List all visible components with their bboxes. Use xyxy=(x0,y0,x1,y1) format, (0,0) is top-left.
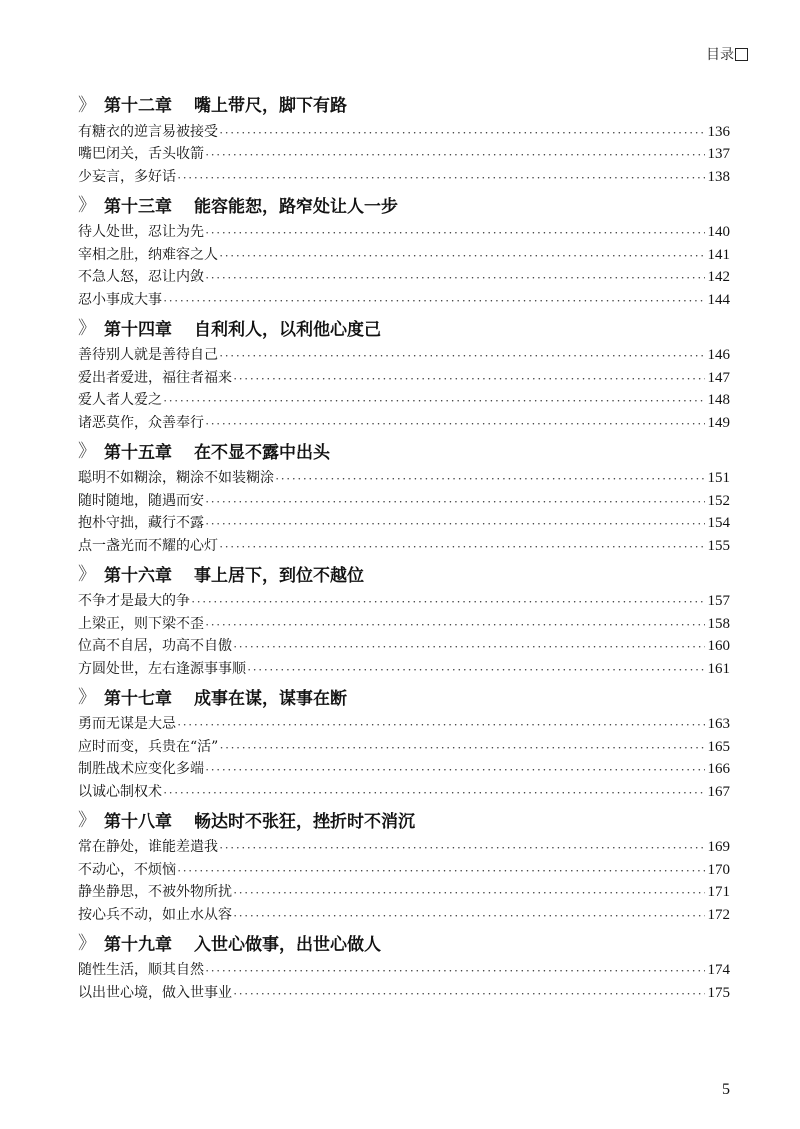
chapter-title: 畅达时不张狂，挫折时不消沉 xyxy=(194,811,415,832)
chapter-number: 第十四章 xyxy=(104,319,172,340)
dot-leader xyxy=(205,146,705,163)
toc-entry[interactable] xyxy=(78,118,730,141)
toc-entry[interactable] xyxy=(78,219,730,242)
chapter-section xyxy=(78,928,730,1002)
entry-title: 上梁正，则下梁不歪 xyxy=(78,615,204,632)
chapter-title: 嘴上带尺，脚下有路 xyxy=(194,96,347,116)
dot-leader xyxy=(177,716,705,733)
entry-title: 随性生活，顺其自然 xyxy=(78,962,204,978)
entry-page-number: 147 xyxy=(707,369,730,386)
chevron-double-right-icon: 》 xyxy=(78,94,96,116)
entry-title: 制胜战术应变化多端 xyxy=(78,761,204,777)
chevron-double-right-icon: 》 xyxy=(78,810,96,831)
page-number: 5 xyxy=(722,1081,730,1098)
entry-title: 位高不自居，功高不自傲 xyxy=(78,638,232,654)
entry-title: 有糖衣的逆言易被接受 xyxy=(78,123,218,140)
entry-title: 少妄言，多好话 xyxy=(78,168,176,185)
toc-entry[interactable] xyxy=(78,733,730,756)
entry-page-number: 138 xyxy=(707,168,730,185)
toc-entry[interactable] xyxy=(78,487,730,510)
chapter-title: 事上居下，到位不越位 xyxy=(194,565,364,586)
toc-entry[interactable] xyxy=(78,163,730,186)
entry-page-number: 166 xyxy=(707,761,730,777)
entry-page-number: 151 xyxy=(707,470,730,486)
entry-title: 按心兵不动，如止水从容 xyxy=(78,906,232,923)
chapter-section xyxy=(78,436,730,555)
entry-title: 应时而变，兵贵在“活” xyxy=(78,738,219,755)
entry-title: 待人处世，忍让为先 xyxy=(78,224,204,240)
entry-page-number: 146 xyxy=(707,347,730,363)
dot-leader xyxy=(247,661,705,678)
chapter-heading[interactable] xyxy=(78,682,730,711)
chevron-double-right-icon: 》 xyxy=(78,441,96,462)
chapter-heading[interactable] xyxy=(78,805,730,834)
dot-leader xyxy=(177,169,705,186)
toc-entry[interactable] xyxy=(78,387,730,410)
toc-entry[interactable] xyxy=(78,141,730,164)
entry-page-number: 142 xyxy=(707,269,730,285)
chapter-section xyxy=(78,805,730,924)
toc-entry[interactable] xyxy=(78,957,730,980)
entry-title: 勇而无谋是大忌 xyxy=(78,716,176,732)
dot-leader xyxy=(219,839,705,856)
chapter-heading[interactable] xyxy=(78,928,730,957)
dot-leader xyxy=(205,515,705,532)
entry-title: 静坐静思，不被外物所扰 xyxy=(78,884,232,900)
square-box-icon xyxy=(735,48,748,61)
dot-leader xyxy=(205,761,705,778)
dot-leader xyxy=(205,493,705,510)
toc-entry[interactable] xyxy=(78,264,730,287)
chevron-double-right-icon: 》 xyxy=(78,195,96,216)
toc-entry[interactable] xyxy=(78,856,730,879)
chapter-number: 第十二章 xyxy=(104,96,172,116)
toc-entry[interactable] xyxy=(78,532,730,555)
entry-page-number: 136 xyxy=(707,123,730,140)
chapter-number: 第十三章 xyxy=(104,196,172,217)
entry-title: 以出世心境，做入世事业 xyxy=(78,984,232,1001)
dot-leader xyxy=(219,538,705,555)
entry-page-number: 163 xyxy=(707,716,730,732)
entry-title: 善待别人就是善待自己 xyxy=(78,347,218,363)
entry-page-number: 140 xyxy=(707,224,730,240)
chapter-title: 能容能恕，路窄处让人一步 xyxy=(194,196,398,217)
chapter-section xyxy=(78,190,730,309)
entry-page-number: 155 xyxy=(707,537,730,554)
entry-title: 爱人者人爱之 xyxy=(78,392,162,408)
chevron-double-right-icon: 》 xyxy=(78,933,96,954)
toc-entry[interactable] xyxy=(78,655,730,678)
chapter-heading[interactable] xyxy=(78,190,730,219)
dot-leader xyxy=(205,269,705,286)
chapter-section xyxy=(78,89,730,186)
dot-leader xyxy=(205,616,705,633)
entry-title: 爱出者爱进，福往者福来 xyxy=(78,369,232,386)
entry-title: 以诚心制权术 xyxy=(78,783,162,800)
entry-title: 随时随地，随遇而安 xyxy=(78,492,204,509)
entry-title: 嘴巴闭关，舌头收箭 xyxy=(78,146,204,162)
entry-page-number: 149 xyxy=(707,414,730,431)
chapter-title: 入世心做事，出世心做人 xyxy=(194,934,381,955)
header-title: 目录 xyxy=(706,47,734,63)
toc-entry[interactable] xyxy=(78,364,730,387)
entry-page-number: 152 xyxy=(707,492,730,509)
dot-leader xyxy=(177,862,705,879)
chevron-double-right-icon: 》 xyxy=(78,564,96,585)
chapter-heading[interactable] xyxy=(78,89,730,118)
entry-title: 聪明不如糊涂，糊涂不如装糊涂 xyxy=(78,470,274,486)
entry-page-number: 174 xyxy=(707,962,730,978)
chapter-heading[interactable] xyxy=(78,559,730,588)
dot-leader xyxy=(219,124,705,141)
dot-leader xyxy=(233,370,705,387)
entry-page-number: 144 xyxy=(707,291,730,308)
entry-page-number: 172 xyxy=(707,906,730,923)
toc-entry[interactable] xyxy=(78,901,730,924)
entry-page-number: 170 xyxy=(707,861,730,878)
toc-entry[interactable] xyxy=(78,756,730,779)
entry-page-number: 161 xyxy=(707,660,730,677)
toc-entry[interactable] xyxy=(78,588,730,611)
entry-page-number: 165 xyxy=(707,738,730,755)
entry-title: 宰相之肚，纳难容之人 xyxy=(78,246,218,263)
chapter-heading[interactable] xyxy=(78,436,730,465)
chapter-title: 成事在谋，谋事在断 xyxy=(194,688,347,709)
dot-leader xyxy=(163,784,705,801)
toc-entry[interactable] xyxy=(78,633,730,656)
entry-page-number: 175 xyxy=(707,984,730,1001)
entry-title: 不动心，不烦恼 xyxy=(78,861,176,878)
chapter-title: 在不显不露中出头 xyxy=(194,442,330,463)
chapter-heading[interactable] xyxy=(78,313,730,342)
entry-title: 常在静处，谁能差遣我 xyxy=(78,839,218,855)
dot-leader xyxy=(275,470,705,487)
dot-leader xyxy=(205,415,705,432)
toc-entry[interactable] xyxy=(78,286,730,309)
entry-page-number: 141 xyxy=(707,246,730,263)
entry-title: 诸恶莫作，众善奉行 xyxy=(78,414,204,431)
toc-entry[interactable] xyxy=(78,879,730,902)
chapter-section xyxy=(78,682,730,801)
toc-entry[interactable] xyxy=(78,510,730,533)
toc-entry[interactable] xyxy=(78,409,730,432)
chapter-number: 第十六章 xyxy=(104,565,172,586)
entry-page-number: 169 xyxy=(707,839,730,855)
entry-title: 不急人怒，忍让内敛 xyxy=(78,269,204,285)
dot-leader xyxy=(163,392,705,409)
toc-entry[interactable] xyxy=(78,610,730,633)
chapter-title: 自利利人，以利他心度己 xyxy=(194,319,381,340)
entry-title: 忍小事成大事 xyxy=(78,291,162,308)
chapter-number: 第十九章 xyxy=(104,934,172,955)
entry-page-number: 160 xyxy=(707,638,730,654)
dot-leader xyxy=(233,907,705,924)
entry-title: 抱朴守拙，藏行不露 xyxy=(78,515,204,531)
chevron-double-right-icon: 》 xyxy=(78,318,96,339)
chapter-number: 第十八章 xyxy=(104,811,172,832)
chapter-section xyxy=(78,559,730,678)
running-header xyxy=(706,44,748,64)
dot-leader xyxy=(205,962,705,979)
dot-leader xyxy=(219,247,705,264)
toc-entry[interactable] xyxy=(78,711,730,734)
entry-title: 不争才是最大的争 xyxy=(78,593,190,609)
chapter-number: 第十七章 xyxy=(104,688,172,709)
dot-leader xyxy=(233,638,705,655)
entry-page-number: 148 xyxy=(707,392,730,408)
entry-page-number: 158 xyxy=(707,615,730,632)
dot-leader xyxy=(205,224,705,241)
dot-leader xyxy=(233,884,705,901)
toc-entry[interactable] xyxy=(78,778,730,801)
dot-leader xyxy=(219,739,705,756)
chevron-double-right-icon: 》 xyxy=(78,687,96,708)
entry-page-number: 157 xyxy=(707,593,730,609)
chapter-section xyxy=(78,313,730,432)
toc-entry[interactable] xyxy=(78,342,730,365)
toc-entry[interactable] xyxy=(78,834,730,857)
dot-leader xyxy=(163,292,705,309)
entry-page-number: 137 xyxy=(707,146,730,162)
chapter-number: 第十五章 xyxy=(104,442,172,463)
dot-leader xyxy=(191,593,705,610)
entry-page-number: 171 xyxy=(707,884,730,900)
entry-page-number: 154 xyxy=(707,515,730,531)
dot-leader xyxy=(233,985,705,1002)
toc-entry[interactable] xyxy=(78,979,730,1002)
table-of-contents xyxy=(78,85,730,1002)
toc-entry[interactable] xyxy=(78,241,730,264)
entry-page-number: 167 xyxy=(707,783,730,800)
entry-title: 方圆处世，左右逢源事事顺 xyxy=(78,660,246,677)
entry-title: 点一盏光而不耀的心灯 xyxy=(78,537,218,554)
dot-leader xyxy=(219,347,705,364)
toc-entry[interactable] xyxy=(78,465,730,488)
